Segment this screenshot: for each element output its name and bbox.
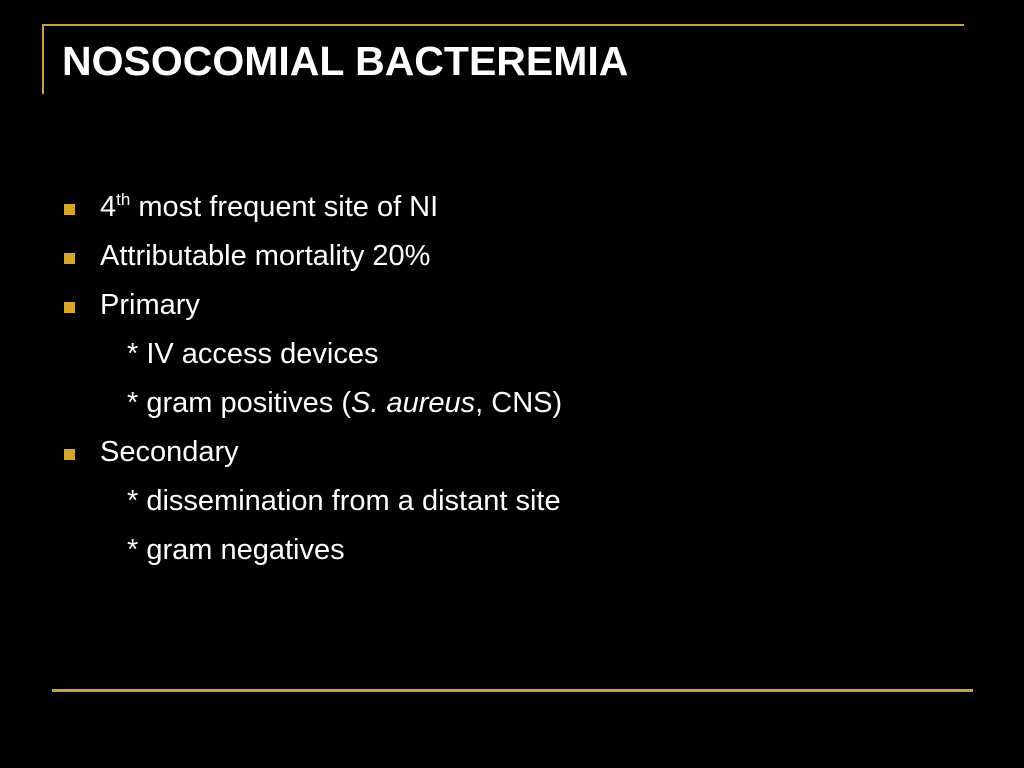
bullet-marker [64, 302, 75, 313]
bullet-item-primary: Primary [100, 289, 200, 321]
sub-item-prefix: * gram positives ( [127, 387, 352, 419]
left-divider-line [42, 24, 44, 94]
organism-name: S. aureus [351, 387, 476, 419]
bullet-marker [64, 449, 75, 460]
sub-item-iv-access: * IV access devices [127, 338, 379, 370]
bullet-item-mortality: Attributable mortality 20% [100, 240, 431, 272]
bullet-item-secondary: Secondary [100, 436, 239, 468]
sub-item-gram-negatives: * gram negatives [127, 534, 345, 566]
bullet-marker [64, 253, 75, 264]
bullet-text: most frequent site of NI [130, 191, 439, 223]
top-divider-line [42, 24, 964, 26]
sub-item-gram-positives [127, 386, 562, 420]
sub-item-suffix: , CNS) [475, 387, 563, 419]
slide-title: NOSOCOMIAL BACTEREMIA [62, 38, 629, 84]
bullet-marker [64, 204, 75, 215]
bottom-divider-line [52, 689, 973, 692]
ordinal-superscript: th [116, 190, 131, 209]
sub-item-dissemination: * dissemination from a distant site [127, 485, 561, 517]
ordinal-number: 4 [100, 191, 117, 223]
bullet-item-frequency [100, 190, 438, 224]
